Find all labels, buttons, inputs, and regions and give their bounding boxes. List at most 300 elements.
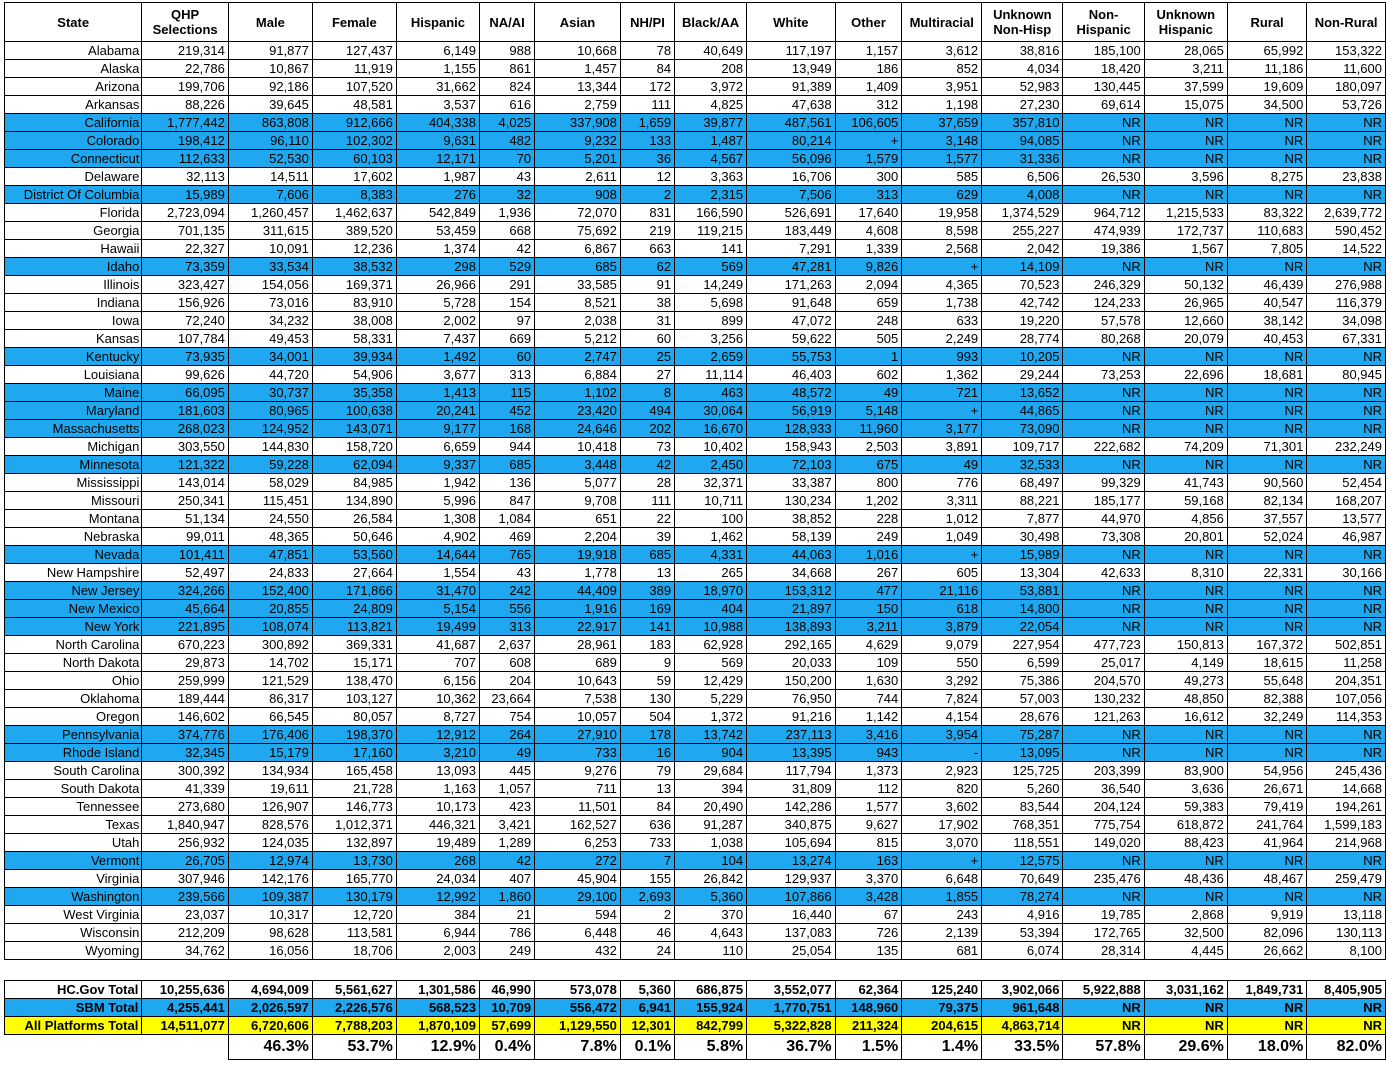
table-row [5, 438, 1386, 456]
table-row [5, 456, 1386, 474]
value-cell: 1,413 [396, 384, 479, 402]
value-cell: 8,100 [1307, 942, 1386, 960]
value-cell: 137,083 [747, 924, 836, 942]
total-rows [5, 960, 1386, 1060]
total-value: 46,990 [479, 981, 534, 999]
table-row [5, 222, 1386, 240]
value-cell: 41,339 [142, 780, 229, 798]
state-cell: Connecticut [5, 150, 142, 168]
value-cell: NR [1227, 402, 1306, 420]
value-cell: 27,230 [982, 96, 1063, 114]
value-cell: 1,579 [835, 150, 902, 168]
value-cell: 15,075 [1144, 96, 1227, 114]
value-cell: 31,470 [396, 582, 479, 600]
table-row [5, 726, 1386, 744]
value-cell: 17,902 [902, 816, 982, 834]
value-cell: 1,289 [479, 834, 534, 852]
table-row [5, 204, 1386, 222]
value-cell: 1,987 [396, 168, 479, 186]
state-cell: North Dakota [5, 654, 142, 672]
value-cell: 237,113 [747, 726, 836, 744]
value-cell: 20,241 [396, 402, 479, 420]
value-cell: 23,664 [479, 690, 534, 708]
value-cell: 75,692 [535, 222, 621, 240]
value-cell: NR [1307, 618, 1386, 636]
value-cell: 16,440 [747, 906, 836, 924]
value-cell: 828,576 [228, 816, 312, 834]
value-cell: 28,314 [1063, 942, 1144, 960]
value-cell: 45,904 [535, 870, 621, 888]
value-cell: 246,329 [1063, 276, 1144, 294]
value-cell: 18,681 [1227, 366, 1306, 384]
state-cell: Virginia [5, 870, 142, 888]
value-cell: 272 [535, 852, 621, 870]
value-cell: 39,877 [675, 114, 747, 132]
value-cell: 12,171 [396, 150, 479, 168]
value-cell: 249 [835, 528, 902, 546]
table-row [5, 60, 1386, 78]
value-cell: 3,612 [902, 42, 982, 60]
value-cell: 172,737 [1144, 222, 1227, 240]
value-cell: 47,281 [747, 258, 836, 276]
total-value: 5,322,828 [747, 1017, 836, 1035]
value-cell: 2,450 [675, 456, 747, 474]
value-cell: 775,754 [1063, 816, 1144, 834]
value-cell: 1,860 [479, 888, 534, 906]
value-cell: 83,900 [1144, 762, 1227, 780]
spacer-cell [479, 960, 534, 981]
value-cell: 34,500 [1227, 96, 1306, 114]
value-cell: 6,156 [396, 672, 479, 690]
value-cell: 28,774 [982, 330, 1063, 348]
value-cell: 2,139 [902, 924, 982, 942]
value-cell: 25 [620, 348, 674, 366]
total-value: 1,301,586 [396, 981, 479, 999]
header-row [5, 3, 1386, 42]
value-cell: 107,520 [312, 78, 396, 96]
value-cell: 130,113 [1307, 924, 1386, 942]
value-cell: 49 [835, 384, 902, 402]
total-value: 7,788,203 [312, 1017, 396, 1035]
value-cell: 29,100 [535, 888, 621, 906]
value-cell: 46,403 [747, 366, 836, 384]
value-cell: 33,534 [228, 258, 312, 276]
value-cell: 49,453 [228, 330, 312, 348]
value-cell: 121,263 [1063, 708, 1144, 726]
value-cell: NR [1063, 726, 1144, 744]
value-cell: 701,135 [142, 222, 229, 240]
value-cell: 12 [620, 168, 674, 186]
total-value: NR [1144, 999, 1227, 1017]
value-cell: 125,725 [982, 762, 1063, 780]
value-cell: 7,291 [747, 240, 836, 258]
value-cell: 1,567 [1144, 240, 1227, 258]
state-cell: Illinois [5, 276, 142, 294]
value-cell: 104 [675, 852, 747, 870]
value-cell: 11,600 [1307, 60, 1386, 78]
value-cell: NR [1063, 420, 1144, 438]
value-cell: 800 [835, 474, 902, 492]
value-cell: 56,096 [747, 150, 836, 168]
value-cell: NR [1063, 582, 1144, 600]
value-cell: NR [1063, 186, 1144, 204]
value-cell: 300 [835, 168, 902, 186]
value-cell: 18,615 [1227, 654, 1306, 672]
table-row [5, 366, 1386, 384]
value-cell: 5,077 [535, 474, 621, 492]
value-cell: 1,157 [835, 42, 902, 60]
value-cell: 46 [620, 924, 674, 942]
value-cell: 50,646 [312, 528, 396, 546]
value-cell: 245,436 [1307, 762, 1386, 780]
value-cell: 113,821 [312, 618, 396, 636]
value-cell: 29,684 [675, 762, 747, 780]
value-cell: 1,202 [835, 492, 902, 510]
value-cell: 14,800 [982, 600, 1063, 618]
value-cell: 4,629 [835, 636, 902, 654]
value-cell: 112 [835, 780, 902, 798]
value-cell: 96,110 [228, 132, 312, 150]
value-cell: 58,331 [312, 330, 396, 348]
value-cell: 477,723 [1063, 636, 1144, 654]
value-cell: 2,759 [535, 96, 621, 114]
value-cell: 3,416 [835, 726, 902, 744]
value-cell: 30,737 [228, 384, 312, 402]
value-cell: 149,020 [1063, 834, 1144, 852]
value-cell: 44,720 [228, 366, 312, 384]
value-cell: 28,676 [982, 708, 1063, 726]
header-cell: Asian [535, 3, 621, 42]
value-cell: 1,409 [835, 78, 902, 96]
value-cell: 26,530 [1063, 168, 1144, 186]
value-cell: 3,602 [902, 798, 982, 816]
value-cell: 107,784 [142, 330, 229, 348]
value-cell: 199,706 [142, 78, 229, 96]
value-cell: 110 [675, 942, 747, 960]
value-cell: 8,383 [312, 186, 396, 204]
value-cell: 37,557 [1227, 510, 1306, 528]
total-value: 4,694,009 [228, 981, 312, 999]
value-cell: 6,944 [396, 924, 479, 942]
percentage-cell: 0.4% [479, 1035, 534, 1060]
state-cell: Missouri [5, 492, 142, 510]
table-header [5, 3, 1386, 42]
table-row [5, 870, 1386, 888]
total-value: NR [1307, 1017, 1386, 1035]
state-cell: Texas [5, 816, 142, 834]
value-cell: 154,056 [228, 276, 312, 294]
table-row [5, 942, 1386, 960]
value-cell: 2,747 [535, 348, 621, 366]
value-cell: 4,149 [1144, 654, 1227, 672]
value-cell: 313 [835, 186, 902, 204]
value-cell: 59,168 [1144, 492, 1227, 510]
value-cell: 227,954 [982, 636, 1063, 654]
value-cell: 52,454 [1307, 474, 1386, 492]
value-cell: 669 [479, 330, 534, 348]
value-cell: 7,805 [1227, 240, 1306, 258]
value-cell: 2 [620, 186, 674, 204]
value-cell: 53,726 [1307, 96, 1386, 114]
value-cell: 5,360 [675, 888, 747, 906]
value-cell: 130 [620, 690, 674, 708]
value-cell: 585 [902, 168, 982, 186]
value-cell: 44,409 [535, 582, 621, 600]
value-cell: 590,452 [1307, 222, 1386, 240]
value-cell: 8,275 [1227, 168, 1306, 186]
value-cell: 153,322 [1307, 42, 1386, 60]
value-cell: 32,345 [142, 744, 229, 762]
value-cell: 273,680 [142, 798, 229, 816]
value-cell: 13,274 [747, 852, 836, 870]
value-cell: 40,547 [1227, 294, 1306, 312]
value-cell: 99,329 [1063, 474, 1144, 492]
value-cell: 659 [835, 294, 902, 312]
state-cell: Alabama [5, 42, 142, 60]
value-cell: 32,500 [1144, 924, 1227, 942]
spacer-row [5, 960, 1386, 981]
value-cell: 9,631 [396, 132, 479, 150]
value-cell: 31,336 [982, 150, 1063, 168]
value-cell: 41,743 [1144, 474, 1227, 492]
value-cell: 670,223 [142, 636, 229, 654]
value-cell: 423 [479, 798, 534, 816]
value-cell: 35,358 [312, 384, 396, 402]
table-row [5, 564, 1386, 582]
value-cell: NR [1307, 600, 1386, 618]
table-row [5, 294, 1386, 312]
value-cell: NR [1227, 744, 1306, 762]
value-cell: 15,171 [312, 654, 396, 672]
state-cell: Colorado [5, 132, 142, 150]
value-cell: 117,794 [747, 762, 836, 780]
value-cell: 291 [479, 276, 534, 294]
value-cell: 1,554 [396, 564, 479, 582]
value-cell: NR [1063, 888, 1144, 906]
value-cell: 26,842 [675, 870, 747, 888]
value-cell: 689 [535, 654, 621, 672]
value-cell: NR [1307, 420, 1386, 438]
value-cell: 250,341 [142, 492, 229, 510]
value-cell: 477 [835, 582, 902, 600]
value-cell: 5,698 [675, 294, 747, 312]
value-cell: 1,840,947 [142, 816, 229, 834]
value-cell: 14,109 [982, 258, 1063, 276]
value-cell: 34,001 [228, 348, 312, 366]
value-cell: 12,912 [396, 726, 479, 744]
value-cell: 526,691 [747, 204, 836, 222]
value-cell: 432 [535, 942, 621, 960]
value-cell: 19,958 [902, 204, 982, 222]
value-cell: 194,261 [1307, 798, 1386, 816]
table-row [5, 888, 1386, 906]
value-cell: 3,891 [902, 438, 982, 456]
value-cell: 73,308 [1063, 528, 1144, 546]
value-cell: 165,458 [312, 762, 396, 780]
value-cell: 820 [902, 780, 982, 798]
value-cell: 13,395 [747, 744, 836, 762]
value-cell: 57,578 [1063, 312, 1144, 330]
state-cell: Kansas [5, 330, 142, 348]
total-value: 125,240 [902, 981, 982, 999]
value-cell: 4,034 [982, 60, 1063, 78]
value-cell: 1,942 [396, 474, 479, 492]
value-cell: 42 [479, 852, 534, 870]
value-cell: 146,773 [312, 798, 396, 816]
value-cell: 20,079 [1144, 330, 1227, 348]
total-value: 6,720,606 [228, 1017, 312, 1035]
value-cell: NR [1144, 258, 1227, 276]
value-cell: 633 [902, 312, 982, 330]
value-cell: 268,023 [142, 420, 229, 438]
value-cell: NR [1063, 546, 1144, 564]
value-cell: 42,742 [982, 294, 1063, 312]
value-cell: NR [1063, 132, 1144, 150]
value-cell: 73,016 [228, 294, 312, 312]
table-row [5, 816, 1386, 834]
value-cell: 41,964 [1227, 834, 1306, 852]
value-cell: 3,370 [835, 870, 902, 888]
value-cell: 88,226 [142, 96, 229, 114]
table-row [5, 654, 1386, 672]
value-cell: 38,852 [747, 510, 836, 528]
table-row [5, 42, 1386, 60]
value-cell: 119,215 [675, 222, 747, 240]
value-cell: 102,302 [312, 132, 396, 150]
value-cell: 370 [675, 906, 747, 924]
value-cell: 117,197 [747, 42, 836, 60]
value-cell: 241,764 [1227, 816, 1306, 834]
value-cell: 10,418 [535, 438, 621, 456]
value-cell: 108,074 [228, 618, 312, 636]
total-value: 155,924 [675, 999, 747, 1017]
value-cell: 130,445 [1063, 78, 1144, 96]
header-cell: QHP Selections [142, 3, 229, 42]
value-cell: NR [1307, 186, 1386, 204]
value-cell: 685 [479, 456, 534, 474]
value-cell: NR [1227, 150, 1306, 168]
value-cell: 312 [835, 96, 902, 114]
value-cell: 22,786 [142, 60, 229, 78]
value-cell: 249 [479, 942, 534, 960]
value-cell: 3,972 [675, 78, 747, 96]
value-cell: 307,946 [142, 870, 229, 888]
value-cell: NR [1063, 744, 1144, 762]
value-cell: 9,276 [535, 762, 621, 780]
value-cell: 4,825 [675, 96, 747, 114]
value-cell: 912,666 [312, 114, 396, 132]
total-value: NR [1227, 999, 1306, 1017]
value-cell: 529 [479, 258, 534, 276]
value-cell: NR [1227, 582, 1306, 600]
value-cell: 1,777,442 [142, 114, 229, 132]
value-cell: 19,918 [535, 546, 621, 564]
value-cell: 99,626 [142, 366, 229, 384]
value-cell: 8,521 [535, 294, 621, 312]
value-cell: 11,258 [1307, 654, 1386, 672]
value-cell: 52,497 [142, 564, 229, 582]
value-cell: 9 [620, 654, 674, 672]
value-cell: 3,954 [902, 726, 982, 744]
value-cell: 150,200 [747, 672, 836, 690]
value-cell: 38,142 [1227, 312, 1306, 330]
total-label: All Platforms Total [5, 1017, 142, 1035]
state-cell: Washington [5, 888, 142, 906]
value-cell: 185,177 [1063, 492, 1144, 510]
table-row [5, 114, 1386, 132]
total-value: 62,364 [835, 981, 902, 999]
value-cell: 166,590 [675, 204, 747, 222]
value-cell: 168 [479, 420, 534, 438]
percentage-cell: 82.0% [1307, 1035, 1386, 1060]
value-cell: 46,439 [1227, 276, 1306, 294]
value-cell: 852 [902, 60, 982, 78]
spacer-cell [535, 960, 621, 981]
value-cell: 48,365 [228, 528, 312, 546]
value-cell: 42,633 [1063, 564, 1144, 582]
value-cell: 3,879 [902, 618, 982, 636]
value-cell: 57,003 [982, 690, 1063, 708]
value-cell: 44,063 [747, 546, 836, 564]
value-cell: 3,951 [902, 78, 982, 96]
value-cell: 3,292 [902, 672, 982, 690]
total-value: 3,552,077 [747, 981, 836, 999]
value-cell: 71,301 [1227, 438, 1306, 456]
value-cell: NR [1144, 618, 1227, 636]
value-cell: 65,992 [1227, 42, 1306, 60]
value-cell: 556 [479, 600, 534, 618]
value-cell: 14,249 [675, 276, 747, 294]
spacer-cell [620, 960, 674, 981]
value-cell: 82,096 [1227, 924, 1306, 942]
value-cell: 17,640 [835, 204, 902, 222]
value-cell: 24,034 [396, 870, 479, 888]
total-value: 10,709 [479, 999, 534, 1017]
table-row [5, 186, 1386, 204]
value-cell: 198,370 [312, 726, 396, 744]
value-cell: 12,660 [1144, 312, 1227, 330]
value-cell: 1,155 [396, 60, 479, 78]
value-cell: 2,503 [835, 438, 902, 456]
value-cell: 2,094 [835, 276, 902, 294]
total-value: 4,863,714 [982, 1017, 1063, 1035]
state-cell: Nevada [5, 546, 142, 564]
value-cell: NR [1307, 132, 1386, 150]
spacer-cell [396, 960, 479, 981]
value-cell: 30,064 [675, 402, 747, 420]
value-cell: 183 [620, 636, 674, 654]
value-cell: 55,753 [747, 348, 836, 366]
value-cell: 27 [620, 366, 674, 384]
percentage-cell: 0.1% [620, 1035, 674, 1060]
value-cell: 707 [396, 654, 479, 672]
value-cell: 106,605 [835, 114, 902, 132]
value-cell: 847 [479, 492, 534, 510]
state-cell: Delaware [5, 168, 142, 186]
value-cell: 34,668 [747, 564, 836, 582]
percentage-cell: 12.9% [396, 1035, 479, 1060]
value-cell: 10,057 [535, 708, 621, 726]
value-cell: NR [1063, 114, 1144, 132]
table-row [5, 348, 1386, 366]
value-cell: NR [1144, 150, 1227, 168]
table-row [5, 834, 1386, 852]
value-cell: 17,602 [312, 168, 396, 186]
value-cell: 786 [479, 924, 534, 942]
total-value: 4,255,441 [142, 999, 229, 1017]
spacer-cell [1063, 960, 1144, 981]
spacer-cell [835, 960, 902, 981]
